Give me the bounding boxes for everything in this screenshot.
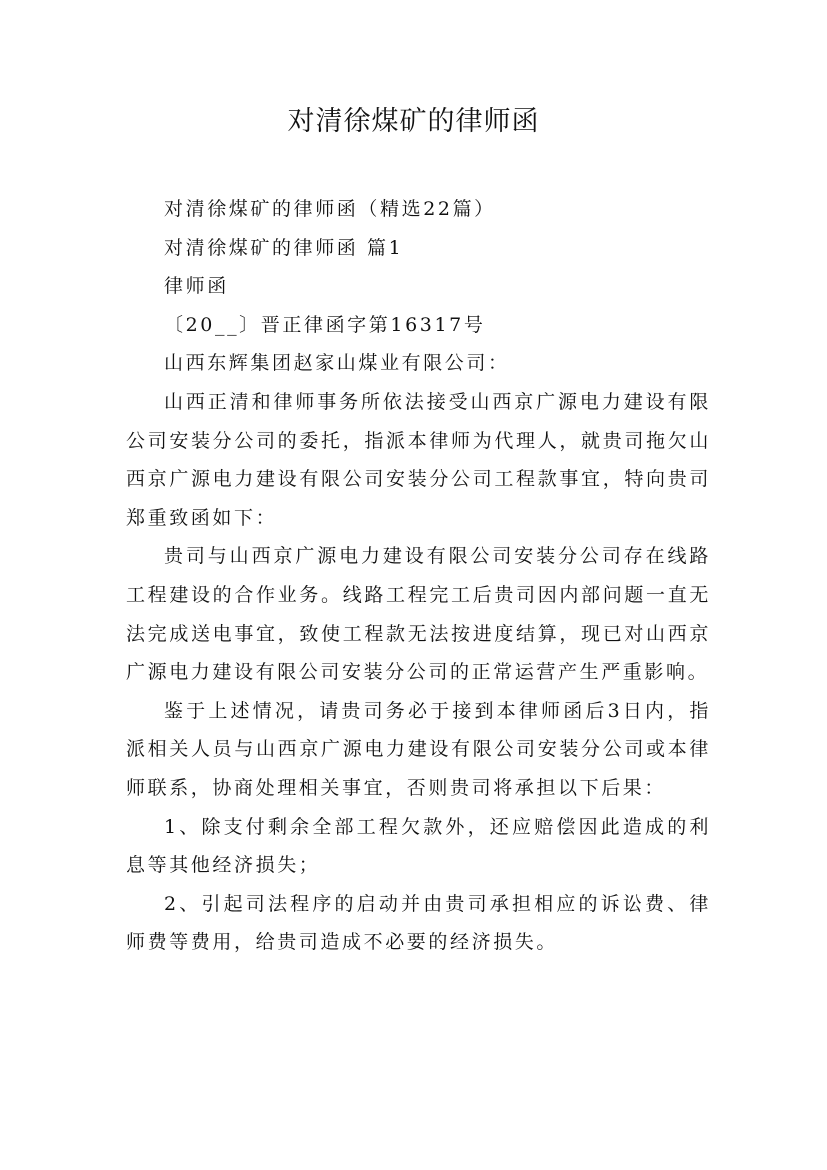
body-paragraph: 山西正清和律师事务所依法接受山西京广源电力建设有限公司安装分公司的委托，指派本律师为代理人，就贵司拖欠山西京广源电力建设有限公司安装分公司工程款事宜，特向贵司郑重致函如下： [126,390,711,529]
consequence-item: 2、引起司法程序的启动并由贵司承担相应的诉讼费、律师费等费用，给贵司造成不必要的经济损失。 [126,892,711,954]
consequence-item: 1、除支付剩余全部工程欠款外，还应赔偿因此造成的利息等其他经济损失； [126,815,711,877]
letter-addressee: 山西东辉集团赵家山煤业有限公司： [164,352,510,375]
document-body [126,190,711,962]
subtitle-paragraph: 对清徐煤矿的律师函（精选22篇） [164,198,496,220]
letter-heading: 律师函 [164,275,229,298]
body-paragraph: 鉴于上述情况，请贵司务必于接到本律师函后3日内，指派相关人员与山西京广源电力建设有限公司安装分公司或本律师联系，协商处理相关事宜，否则贵司将承担以下后果： [126,699,711,799]
letter-reference-number: 〔20__〕晋正律函字第16317号 [164,313,486,336]
section-heading: 对清徐煤矿的律师函 篇1 [164,236,404,259]
body-paragraph: 贵司与山西京广源电力建设有限公司安装分公司存在线路工程建设的合作业务。线路工程完工后贵司因内部问题一直无法完成送电事宜，致使工程款无法按进度结算，现已对山西京广源电力建设有限公司安装分公司的正常运营产生严重影响。 [126,545,711,684]
document-title: 对清徐煤矿的律师函 [287,106,540,137]
